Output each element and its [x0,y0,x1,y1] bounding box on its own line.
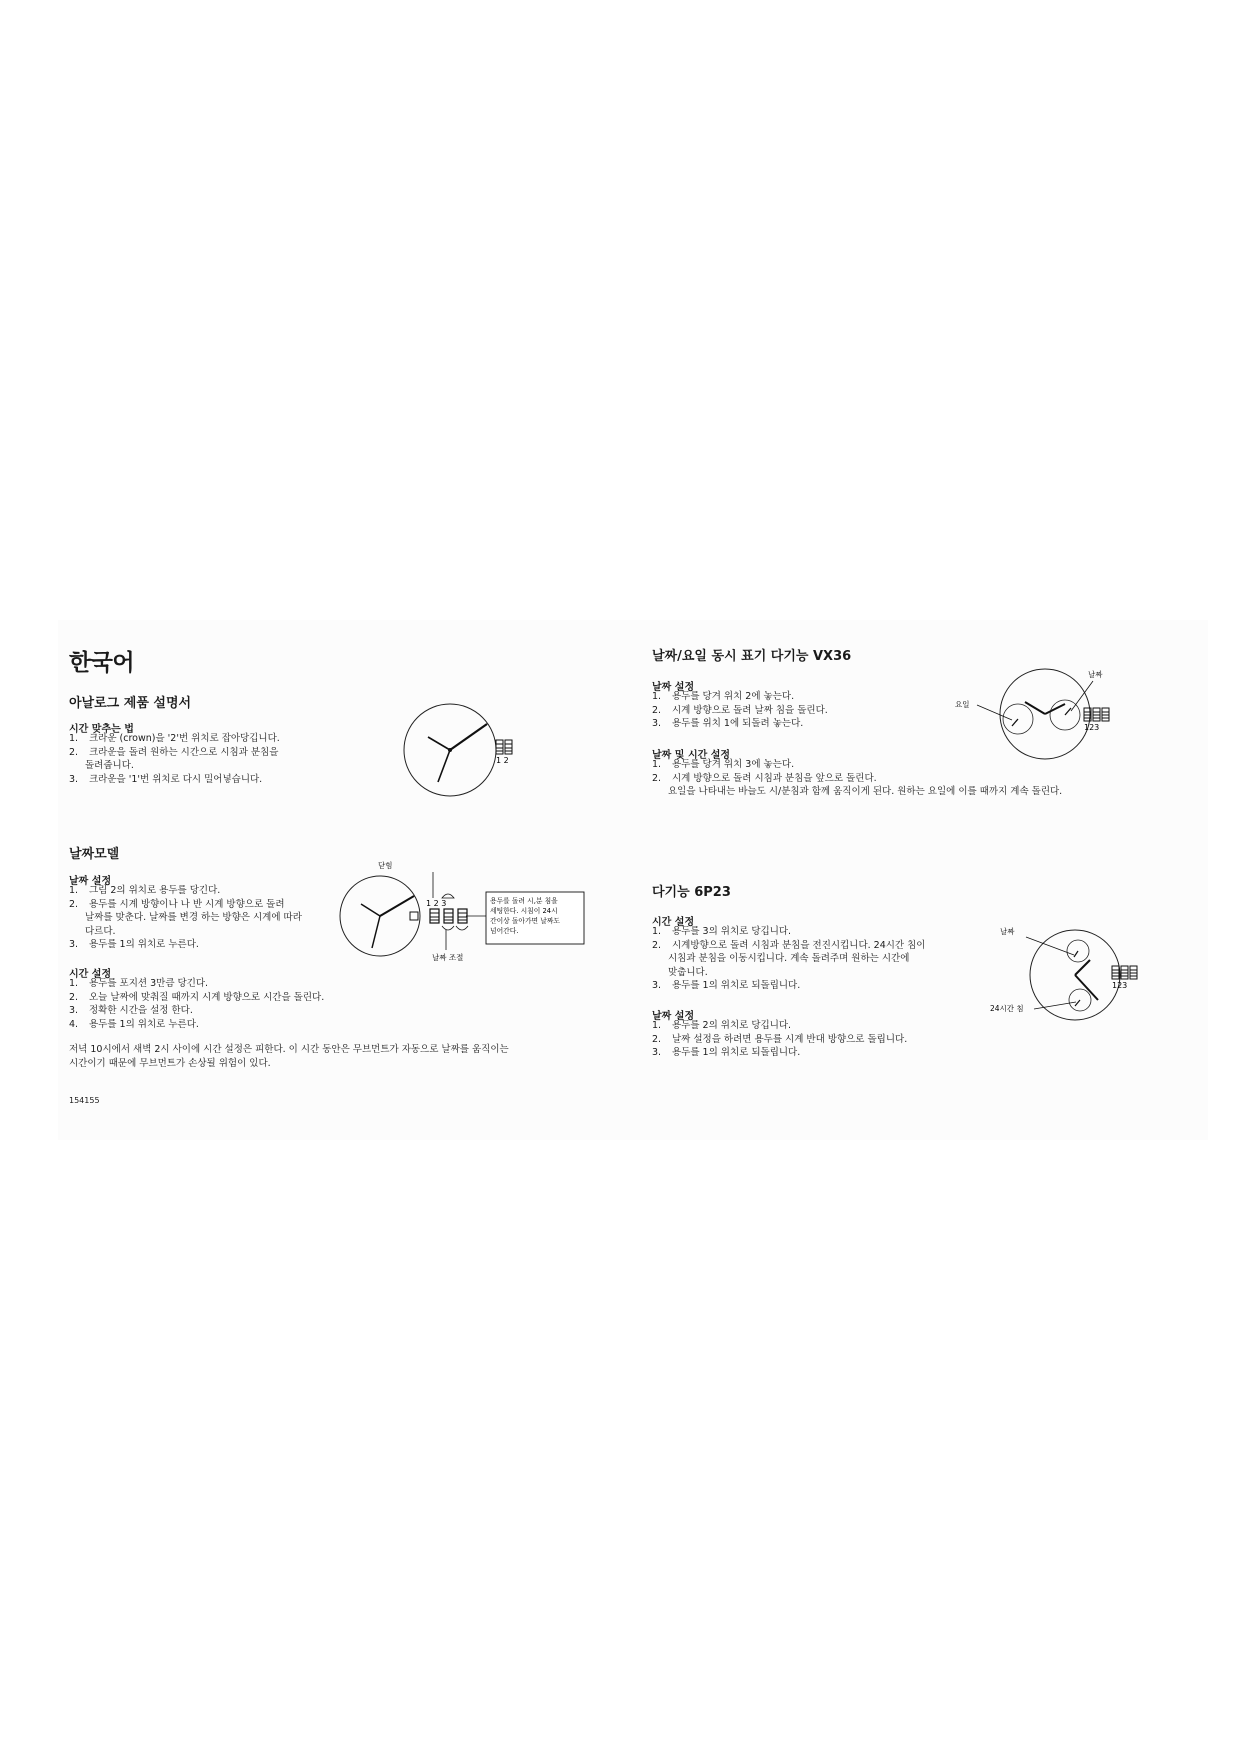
rotate-arrow-icon [456,926,468,930]
vx36-watch-diagram [955,664,1135,764]
hour-hand [450,724,487,750]
6p23-date-steps [652,1019,907,1060]
date-label: 날짜 [1000,927,1015,936]
24h-hand-label: 24시간 침 [990,1004,1024,1013]
list-item: 1. 용두를 2의 위치로 당깁니다. [652,1020,792,1031]
list-item: 4. 용두를 1의 위치로 누른다. [69,1018,199,1030]
day-label: 요일 [955,700,970,709]
document-code: 154155 [69,1096,100,1105]
list-item: 1. 용두를 포지션 3만큼 당긴다. [69,978,209,989]
svg-text:간이상 돌아가면 날짜도: 간이상 돌아가면 날짜도 [490,917,560,925]
crown-position-labels: 123 [1112,981,1128,990]
list-item: 2. 시계 방향으로 돌려 시침과 분침을 앞으로 돌린다. [652,772,877,784]
list-item: 2. 오늘 날짜에 맞춰질 때까지 시계 방향으로 시간을 돌린다. [69,991,325,1003]
6p23-time-steps [652,925,925,993]
list-item: 2. 시계방향으로 돌려 시침과 분침을 전진시킵니다. 24시간 침이 [652,939,926,951]
list-item: 3. 용두를 1의 위치로 되돌립니다. [652,980,801,992]
crown-icon [430,909,467,923]
crown-icon [1084,708,1109,721]
list-item: 2. 날짜 설정을 하려면 용두를 시계 반대 방향으로 돌립니다. [652,1033,908,1045]
date-model-title: 날짜모델 [69,847,120,862]
time-setting-heading: 시간 설정 [69,969,112,980]
list-item: 3. 용두를 1의 위치로 되돌립니다. [652,1047,801,1059]
vx36-date-heading: 날짜 설정 [652,682,695,693]
list-item: 1. 크라운 (crown)을 '2'번 위치로 잡아당깁니다. [69,733,280,744]
minute-hand [1045,704,1065,714]
vx36-datetime-heading: 날짜 및 시간 설정 [652,750,731,761]
vx36-datetime-steps [652,758,1062,799]
date-label: 날짜 [1088,670,1103,679]
list-item-continuation: 맞춥니다. [668,966,708,978]
6p23-watch-diagram [990,920,1140,1030]
caution-note: 저녁 10시에서 새벽 2시 사이에 시간 설정은 피한다. 이 시간 동안은 무브먼트가 자동으로 날짜를 움직이는 시간이기 때문에 무브먼트가 손상될 위험이 있다. [69,1044,509,1069]
6p23-section-title: 다기능 6P23 [652,885,731,900]
rotate-arrow-icon [442,926,454,930]
time-steps [69,977,324,1031]
crown-icon [496,740,512,754]
minute-hand [361,904,380,916]
hour-hand [380,896,414,916]
date-steps [69,884,302,952]
crown-position-labels: 1 2 [496,756,509,765]
vx36-date-steps [652,690,828,731]
list-item-continuation: 다르다. [85,925,116,937]
list-item-continuation: 시침과 분침을 이동시킵니다. 계속 돌려주며 원하는 시간에 [668,953,910,965]
rotate-arrow-icon [442,894,454,898]
vx36-section-title: 날짜/요일 동시 표기 다기능 VX36 [652,649,852,664]
minute-hand [428,737,450,750]
list-item: 3. 크라운을 '1'번 위치로 다시 밀어넣습니다. [69,773,263,785]
minute-hand [1075,975,1098,1000]
second-hand [438,750,450,782]
list-item: 3. 용두를 1의 위치로 누른다. [69,939,199,951]
analog-steps [69,732,280,786]
date-adjust-label: 날짜 조절 [432,953,464,962]
date-model-diagram [338,858,588,968]
list-item: 3. 정확한 시간을 설정 한다. [69,1005,193,1017]
list-item-continuation: 날짜를 맞춘다. 날짜를 변경 하는 방향은 시계에 따라 [85,912,302,924]
list-item: 2. 시계 방향으로 돌려 날짜 침을 돌린다. [652,704,828,716]
svg-text:넘어간다.: 넘어간다. [490,927,519,935]
svg-text:용두를 돌려 시,분 침을: 용두를 돌려 시,분 침을 [490,897,558,905]
list-item: 1. 용두를 당겨 위치 2에 놓는다. [652,691,795,702]
list-item-continuation: 요일을 나타내는 바늘도 시/분침과 함께 움직이게 된다. 원하는 요일에 이를 때까지 계속 돌린다. [668,786,1063,798]
6p23-date-heading: 날짜 설정 [652,1011,695,1022]
analog-time-heading: 시간 맞추는 법 [69,724,134,735]
analog-watch-diagram [400,700,530,810]
date-window [410,912,418,920]
list-item: 1. 그림 2의 위치로 용두를 당긴다. [69,885,221,896]
list-item: 2. 크라운을 돌려 원하는 시간으로 시침과 분침을 [69,746,279,758]
date-setting-heading: 날짜 설정 [69,876,112,887]
6p23-time-heading: 시간 설정 [652,917,695,928]
list-item: 1. 용두를 당겨 위치 3에 놓는다. [652,759,795,770]
crown-position-labels: 123 [1084,723,1100,732]
list-item: 1. 용두를 3의 위치로 당깁니다. [652,926,792,937]
list-item: 2. 용두를 시계 방향이나 나 반 시계 방향으로 돌려 [69,898,285,910]
svg-text:세팅한다. 시침이 24시: 세팅한다. 시침이 24시 [490,907,558,915]
list-item-continuation: 돌려줍니다. [85,760,134,772]
language-title: 한국어 [69,650,135,676]
analog-section-title: 아날로그 제품 설명서 [69,696,192,711]
second-hand [372,916,380,948]
closed-label: 닫힘 [378,861,393,870]
list-item: 3. 용두를 위치 1에 되돌려 놓는다. [652,718,804,730]
crown-position-labels: 1 2 3 [426,899,447,908]
crown-icon [1112,966,1137,979]
